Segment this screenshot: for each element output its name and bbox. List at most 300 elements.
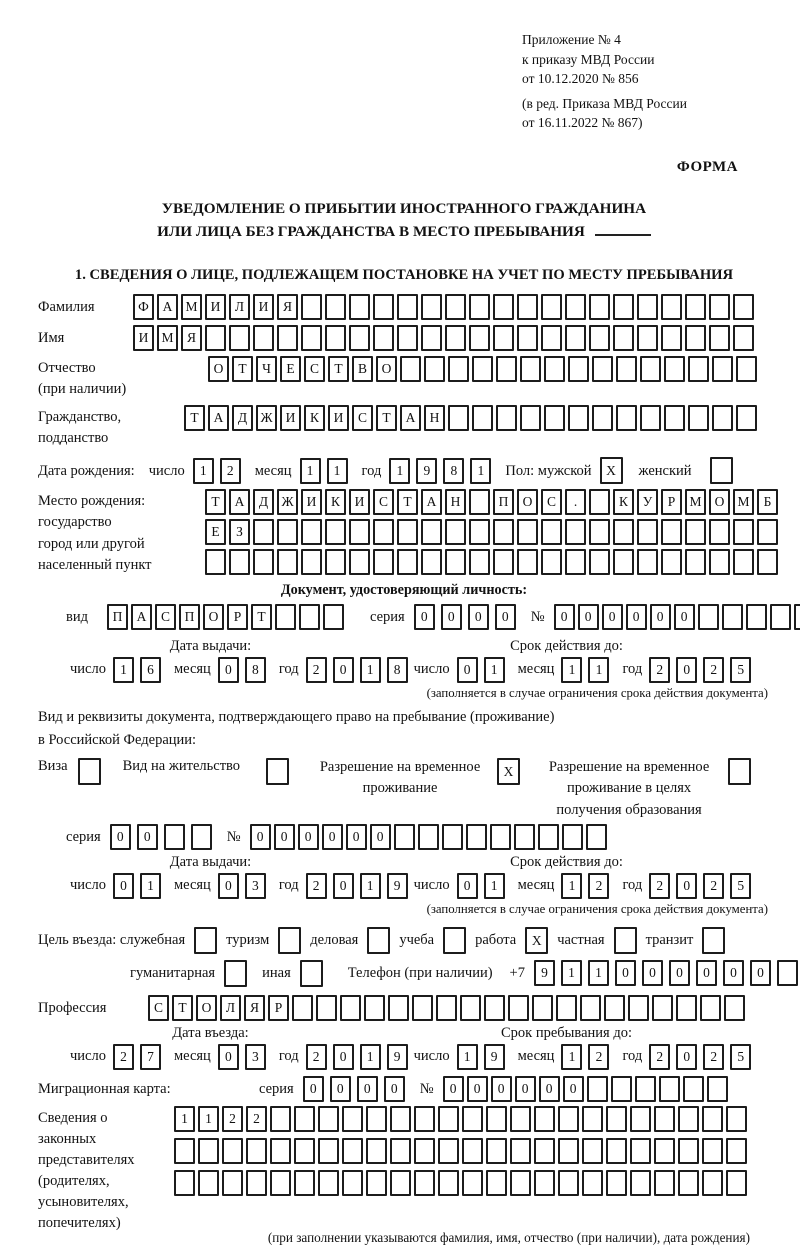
char-cell[interactable]: С — [148, 995, 169, 1021]
char-cell[interactable] — [390, 1138, 411, 1164]
char-cell[interactable]: И — [349, 489, 370, 515]
stay-day-input[interactable] — [457, 1044, 511, 1070]
char-cell[interactable]: X — [525, 927, 548, 954]
char-cell[interactable] — [589, 549, 610, 575]
char-cell[interactable] — [678, 1106, 699, 1132]
char-cell[interactable] — [635, 1076, 656, 1102]
char-cell[interactable]: 8 — [443, 458, 464, 484]
char-cell[interactable] — [367, 927, 390, 954]
char-cell[interactable] — [544, 356, 565, 382]
char-cell[interactable]: 0 — [441, 604, 462, 630]
char-cell[interactable]: 0 — [414, 604, 435, 630]
char-cell[interactable] — [448, 405, 469, 431]
doc-number-input[interactable] — [554, 604, 800, 630]
char-cell[interactable] — [580, 995, 601, 1021]
char-cell[interactable]: 5 — [730, 657, 751, 683]
char-cell[interactable]: 0 — [457, 873, 478, 899]
char-cell[interactable] — [445, 549, 466, 575]
char-cell[interactable] — [710, 457, 733, 484]
char-cell[interactable] — [613, 325, 634, 351]
char-cell[interactable] — [445, 519, 466, 545]
char-cell[interactable]: 9 — [416, 458, 437, 484]
char-cell[interactable]: А — [400, 405, 421, 431]
doc-valid-year-input[interactable] — [649, 657, 757, 683]
char-cell[interactable]: 1 — [561, 960, 582, 986]
char-cell[interactable] — [366, 1170, 387, 1196]
char-cell[interactable] — [757, 519, 778, 545]
char-cell[interactable]: 1 — [360, 657, 381, 683]
char-cell[interactable]: 1 — [561, 657, 582, 683]
char-cell[interactable] — [712, 356, 733, 382]
char-cell[interactable]: X — [497, 758, 520, 785]
char-cell[interactable] — [541, 519, 562, 545]
res-issue-year-input[interactable] — [306, 873, 414, 899]
char-cell[interactable] — [678, 1170, 699, 1196]
char-cell[interactable] — [637, 549, 658, 575]
char-cell[interactable] — [733, 294, 754, 320]
char-cell[interactable] — [340, 995, 361, 1021]
char-cell[interactable]: . — [565, 489, 586, 515]
char-cell[interactable] — [700, 995, 721, 1021]
char-cell[interactable]: А — [229, 489, 250, 515]
char-cell[interactable] — [270, 1170, 291, 1196]
phone-input[interactable] — [534, 960, 800, 986]
char-cell[interactable]: Т — [376, 405, 397, 431]
char-cell[interactable] — [300, 960, 323, 987]
char-cell[interactable] — [484, 995, 505, 1021]
char-cell[interactable]: 0 — [468, 604, 489, 630]
char-cell[interactable]: 0 — [370, 824, 391, 850]
stay-year-input[interactable] — [649, 1044, 757, 1070]
char-cell[interactable] — [794, 604, 800, 630]
char-cell[interactable] — [222, 1170, 243, 1196]
char-cell[interactable]: 9 — [387, 873, 408, 899]
char-cell[interactable] — [496, 405, 517, 431]
char-cell[interactable] — [229, 549, 250, 575]
char-cell[interactable]: 0 — [723, 960, 744, 986]
purpose-official-checkbox[interactable] — [194, 927, 217, 954]
char-cell[interactable] — [613, 519, 634, 545]
temp-residence-checkbox[interactable] — [497, 758, 520, 785]
char-cell[interactable]: Ж — [277, 489, 298, 515]
doc-series-input[interactable] — [414, 604, 522, 630]
char-cell[interactable]: 1 — [561, 873, 582, 899]
char-cell[interactable] — [683, 1076, 704, 1102]
char-cell[interactable] — [606, 1138, 627, 1164]
char-cell[interactable]: Е — [280, 356, 301, 382]
char-cell[interactable]: 1 — [561, 1044, 582, 1070]
char-cell[interactable]: Б — [757, 489, 778, 515]
char-cell[interactable] — [397, 294, 418, 320]
char-cell[interactable] — [592, 356, 613, 382]
char-cell[interactable]: 0 — [676, 1044, 697, 1070]
char-cell[interactable] — [628, 995, 649, 1021]
char-cell[interactable]: К — [325, 489, 346, 515]
char-cell[interactable] — [301, 325, 322, 351]
char-cell[interactable] — [630, 1138, 651, 1164]
char-cell[interactable] — [652, 995, 673, 1021]
char-cell[interactable] — [733, 549, 754, 575]
res-valid-year-input[interactable] — [649, 873, 757, 899]
char-cell[interactable] — [770, 604, 791, 630]
char-cell[interactable] — [637, 294, 658, 320]
char-cell[interactable] — [606, 1170, 627, 1196]
char-cell[interactable]: О — [376, 356, 397, 382]
char-cell[interactable] — [534, 1170, 555, 1196]
char-cell[interactable]: 0 — [274, 824, 295, 850]
char-cell[interactable]: 2 — [649, 657, 670, 683]
char-cell[interactable]: 0 — [554, 604, 575, 630]
char-cell[interactable] — [614, 927, 637, 954]
char-cell[interactable] — [685, 294, 706, 320]
char-cell[interactable] — [194, 927, 217, 954]
char-cell[interactable] — [301, 519, 322, 545]
char-cell[interactable] — [448, 356, 469, 382]
char-cell[interactable] — [349, 294, 370, 320]
char-cell[interactable] — [510, 1138, 531, 1164]
char-cell[interactable]: Р — [268, 995, 289, 1021]
char-cell[interactable]: О — [709, 489, 730, 515]
purpose-work-checkbox[interactable] — [525, 927, 548, 954]
char-cell[interactable] — [508, 995, 529, 1021]
char-cell[interactable] — [414, 1170, 435, 1196]
char-cell[interactable] — [654, 1106, 675, 1132]
char-cell[interactable] — [517, 549, 538, 575]
char-cell[interactable] — [421, 294, 442, 320]
birthplace-input-line1[interactable] — [205, 489, 781, 515]
char-cell[interactable] — [486, 1138, 507, 1164]
char-cell[interactable]: 0 — [330, 1076, 351, 1102]
char-cell[interactable] — [558, 1106, 579, 1132]
char-cell[interactable] — [544, 405, 565, 431]
entry-day-input[interactable] — [113, 1044, 167, 1070]
char-cell[interactable] — [661, 325, 682, 351]
char-cell[interactable]: Р — [227, 604, 248, 630]
char-cell[interactable] — [299, 604, 320, 630]
sex-male-checkbox[interactable] — [600, 457, 623, 484]
surname-input[interactable] — [133, 294, 757, 320]
char-cell[interactable]: 0 — [669, 960, 690, 986]
char-cell[interactable]: А — [421, 489, 442, 515]
char-cell[interactable] — [266, 758, 289, 785]
char-cell[interactable]: 0 — [563, 1076, 584, 1102]
char-cell[interactable] — [394, 824, 415, 850]
char-cell[interactable]: Л — [229, 294, 250, 320]
char-cell[interactable]: 0 — [357, 1076, 378, 1102]
char-cell[interactable] — [424, 356, 445, 382]
char-cell[interactable] — [301, 294, 322, 320]
char-cell[interactable] — [637, 519, 658, 545]
char-cell[interactable] — [438, 1106, 459, 1132]
char-cell[interactable] — [373, 325, 394, 351]
char-cell[interactable] — [462, 1138, 483, 1164]
char-cell[interactable] — [342, 1170, 363, 1196]
char-cell[interactable]: Т — [328, 356, 349, 382]
char-cell[interactable] — [640, 405, 661, 431]
entry-year-input[interactable] — [306, 1044, 414, 1070]
mc-series-input[interactable] — [303, 1076, 411, 1102]
doc-kind-input[interactable] — [107, 604, 347, 630]
char-cell[interactable]: О — [517, 489, 538, 515]
patronymic-input[interactable] — [208, 356, 760, 382]
char-cell[interactable] — [318, 1138, 339, 1164]
name-input[interactable] — [133, 325, 757, 351]
stay-month-input[interactable] — [561, 1044, 615, 1070]
char-cell[interactable] — [438, 1170, 459, 1196]
char-cell[interactable]: 2 — [703, 873, 724, 899]
char-cell[interactable] — [414, 1138, 435, 1164]
char-cell[interactable]: С — [373, 489, 394, 515]
char-cell[interactable] — [400, 356, 421, 382]
char-cell[interactable] — [510, 1170, 531, 1196]
char-cell[interactable] — [685, 325, 706, 351]
birth-month-input[interactable] — [300, 458, 354, 484]
char-cell[interactable]: Д — [253, 489, 274, 515]
char-cell[interactable]: Л — [220, 995, 241, 1021]
char-cell[interactable] — [661, 519, 682, 545]
char-cell[interactable] — [191, 824, 212, 850]
char-cell[interactable] — [661, 294, 682, 320]
char-cell[interactable] — [397, 519, 418, 545]
char-cell[interactable] — [640, 356, 661, 382]
char-cell[interactable]: 2 — [306, 657, 327, 683]
char-cell[interactable] — [589, 489, 610, 515]
char-cell[interactable]: 0 — [676, 657, 697, 683]
char-cell[interactable]: 1 — [484, 873, 505, 899]
char-cell[interactable] — [436, 995, 457, 1021]
char-cell[interactable] — [726, 1106, 747, 1132]
char-cell[interactable]: 0 — [578, 604, 599, 630]
doc-issue-day-input[interactable] — [113, 657, 167, 683]
char-cell[interactable] — [438, 1138, 459, 1164]
char-cell[interactable]: 1 — [588, 657, 609, 683]
char-cell[interactable] — [722, 604, 743, 630]
char-cell[interactable] — [736, 356, 757, 382]
char-cell[interactable] — [568, 405, 589, 431]
res-number-input[interactable] — [250, 824, 610, 850]
char-cell[interactable]: 8 — [245, 657, 266, 683]
char-cell[interactable]: Я — [277, 294, 298, 320]
char-cell[interactable] — [366, 1138, 387, 1164]
char-cell[interactable] — [709, 549, 730, 575]
char-cell[interactable] — [630, 1106, 651, 1132]
char-cell[interactable] — [301, 549, 322, 575]
char-cell[interactable] — [229, 325, 250, 351]
char-cell[interactable] — [532, 995, 553, 1021]
char-cell[interactable] — [589, 325, 610, 351]
char-cell[interactable] — [445, 294, 466, 320]
char-cell[interactable] — [702, 927, 725, 954]
char-cell[interactable] — [390, 1170, 411, 1196]
char-cell[interactable]: 0 — [137, 824, 158, 850]
char-cell[interactable]: 1 — [174, 1106, 195, 1132]
char-cell[interactable] — [712, 405, 733, 431]
char-cell[interactable]: 0 — [333, 1044, 354, 1070]
char-cell[interactable] — [462, 1170, 483, 1196]
char-cell[interactable]: Ч — [256, 356, 277, 382]
char-cell[interactable] — [472, 405, 493, 431]
char-cell[interactable]: И — [301, 489, 322, 515]
char-cell[interactable] — [174, 1138, 195, 1164]
char-cell[interactable]: О — [208, 356, 229, 382]
char-cell[interactable]: 0 — [457, 657, 478, 683]
char-cell[interactable] — [517, 294, 538, 320]
char-cell[interactable]: 1 — [588, 960, 609, 986]
char-cell[interactable] — [493, 294, 514, 320]
char-cell[interactable]: 2 — [306, 1044, 327, 1070]
char-cell[interactable] — [589, 294, 610, 320]
char-cell[interactable] — [342, 1138, 363, 1164]
char-cell[interactable] — [678, 1138, 699, 1164]
char-cell[interactable] — [654, 1170, 675, 1196]
char-cell[interactable] — [659, 1076, 680, 1102]
doc-issue-year-input[interactable] — [306, 657, 414, 683]
char-cell[interactable]: Т — [397, 489, 418, 515]
birth-day-input[interactable] — [193, 458, 247, 484]
char-cell[interactable]: П — [107, 604, 128, 630]
char-cell[interactable] — [736, 405, 757, 431]
char-cell[interactable]: 0 — [491, 1076, 512, 1102]
char-cell[interactable] — [709, 294, 730, 320]
char-cell[interactable] — [325, 519, 346, 545]
char-cell[interactable]: А — [157, 294, 178, 320]
char-cell[interactable] — [558, 1138, 579, 1164]
temp-residence-edu-checkbox[interactable] — [728, 758, 751, 785]
char-cell[interactable]: 0 — [110, 824, 131, 850]
doc-valid-month-input[interactable] — [561, 657, 615, 683]
char-cell[interactable] — [294, 1138, 315, 1164]
char-cell[interactable]: 0 — [515, 1076, 536, 1102]
doc-issue-month-input[interactable] — [218, 657, 272, 683]
char-cell[interactable] — [726, 1138, 747, 1164]
char-cell[interactable]: Д — [232, 405, 253, 431]
char-cell[interactable]: Т — [232, 356, 253, 382]
mc-number-input[interactable] — [443, 1076, 731, 1102]
char-cell[interactable] — [198, 1170, 219, 1196]
char-cell[interactable]: 9 — [534, 960, 555, 986]
char-cell[interactable] — [613, 549, 634, 575]
char-cell[interactable]: О — [196, 995, 217, 1021]
char-cell[interactable] — [604, 995, 625, 1021]
char-cell[interactable]: С — [352, 405, 373, 431]
char-cell[interactable] — [277, 519, 298, 545]
char-cell[interactable]: 1 — [113, 657, 134, 683]
char-cell[interactable] — [469, 294, 490, 320]
char-cell[interactable] — [292, 995, 313, 1021]
char-cell[interactable]: 2 — [649, 1044, 670, 1070]
char-cell[interactable] — [534, 1138, 555, 1164]
char-cell[interactable] — [325, 325, 346, 351]
char-cell[interactable] — [373, 549, 394, 575]
char-cell[interactable] — [565, 325, 586, 351]
char-cell[interactable] — [349, 549, 370, 575]
char-cell[interactable]: 1 — [484, 657, 505, 683]
char-cell[interactable]: 0 — [539, 1076, 560, 1102]
char-cell[interactable] — [517, 325, 538, 351]
char-cell[interactable]: В — [352, 356, 373, 382]
char-cell[interactable] — [586, 824, 607, 850]
char-cell[interactable]: 0 — [750, 960, 771, 986]
char-cell[interactable] — [637, 325, 658, 351]
char-cell[interactable]: Ж — [256, 405, 277, 431]
char-cell[interactable] — [460, 995, 481, 1021]
char-cell[interactable] — [514, 824, 535, 850]
char-cell[interactable] — [611, 1076, 632, 1102]
char-cell[interactable]: М — [181, 294, 202, 320]
char-cell[interactable] — [205, 325, 226, 351]
char-cell[interactable]: 1 — [457, 1044, 478, 1070]
char-cell[interactable]: 2 — [588, 873, 609, 899]
guardians-input-line2[interactable] — [174, 1138, 750, 1164]
char-cell[interactable] — [728, 758, 751, 785]
res-issue-month-input[interactable] — [218, 873, 272, 899]
char-cell[interactable] — [556, 995, 577, 1021]
char-cell[interactable]: А — [208, 405, 229, 431]
guardians-input-line1[interactable] — [174, 1106, 750, 1132]
char-cell[interactable]: М — [685, 489, 706, 515]
char-cell[interactable] — [777, 960, 798, 986]
char-cell[interactable]: 0 — [218, 873, 239, 899]
char-cell[interactable]: 0 — [467, 1076, 488, 1102]
char-cell[interactable] — [366, 1106, 387, 1132]
char-cell[interactable] — [757, 549, 778, 575]
char-cell[interactable]: 1 — [360, 1044, 381, 1070]
char-cell[interactable] — [294, 1170, 315, 1196]
char-cell[interactable] — [664, 356, 685, 382]
char-cell[interactable] — [469, 519, 490, 545]
char-cell[interactable]: 5 — [730, 1044, 751, 1070]
char-cell[interactable] — [325, 549, 346, 575]
char-cell[interactable] — [349, 325, 370, 351]
char-cell[interactable]: 0 — [346, 824, 367, 850]
char-cell[interactable]: П — [493, 489, 514, 515]
char-cell[interactable] — [421, 519, 442, 545]
char-cell[interactable]: 0 — [626, 604, 647, 630]
char-cell[interactable]: 2 — [588, 1044, 609, 1070]
char-cell[interactable]: 1 — [327, 458, 348, 484]
char-cell[interactable]: 6 — [140, 657, 161, 683]
char-cell[interactable] — [613, 294, 634, 320]
char-cell[interactable]: А — [131, 604, 152, 630]
char-cell[interactable]: 0 — [333, 873, 354, 899]
purpose-transit-checkbox[interactable] — [702, 927, 725, 954]
char-cell[interactable] — [164, 824, 185, 850]
residence-permit-checkbox[interactable] — [266, 758, 289, 785]
char-cell[interactable]: 0 — [333, 657, 354, 683]
char-cell[interactable]: Р — [661, 489, 682, 515]
char-cell[interactable] — [709, 519, 730, 545]
char-cell[interactable]: 0 — [676, 873, 697, 899]
char-cell[interactable] — [493, 549, 514, 575]
char-cell[interactable] — [466, 824, 487, 850]
char-cell[interactable]: Т — [184, 405, 205, 431]
char-cell[interactable]: 9 — [387, 1044, 408, 1070]
char-cell[interactable] — [568, 356, 589, 382]
char-cell[interactable] — [630, 1170, 651, 1196]
char-cell[interactable] — [275, 604, 296, 630]
char-cell[interactable] — [388, 995, 409, 1021]
char-cell[interactable] — [587, 1076, 608, 1102]
char-cell[interactable] — [517, 519, 538, 545]
char-cell[interactable] — [246, 1170, 267, 1196]
char-cell[interactable]: 0 — [443, 1076, 464, 1102]
purpose-tourism-checkbox[interactable] — [278, 927, 301, 954]
char-cell[interactable]: С — [155, 604, 176, 630]
char-cell[interactable] — [445, 325, 466, 351]
purpose-business-checkbox[interactable] — [367, 927, 390, 954]
char-cell[interactable] — [412, 995, 433, 1021]
char-cell[interactable] — [592, 405, 613, 431]
